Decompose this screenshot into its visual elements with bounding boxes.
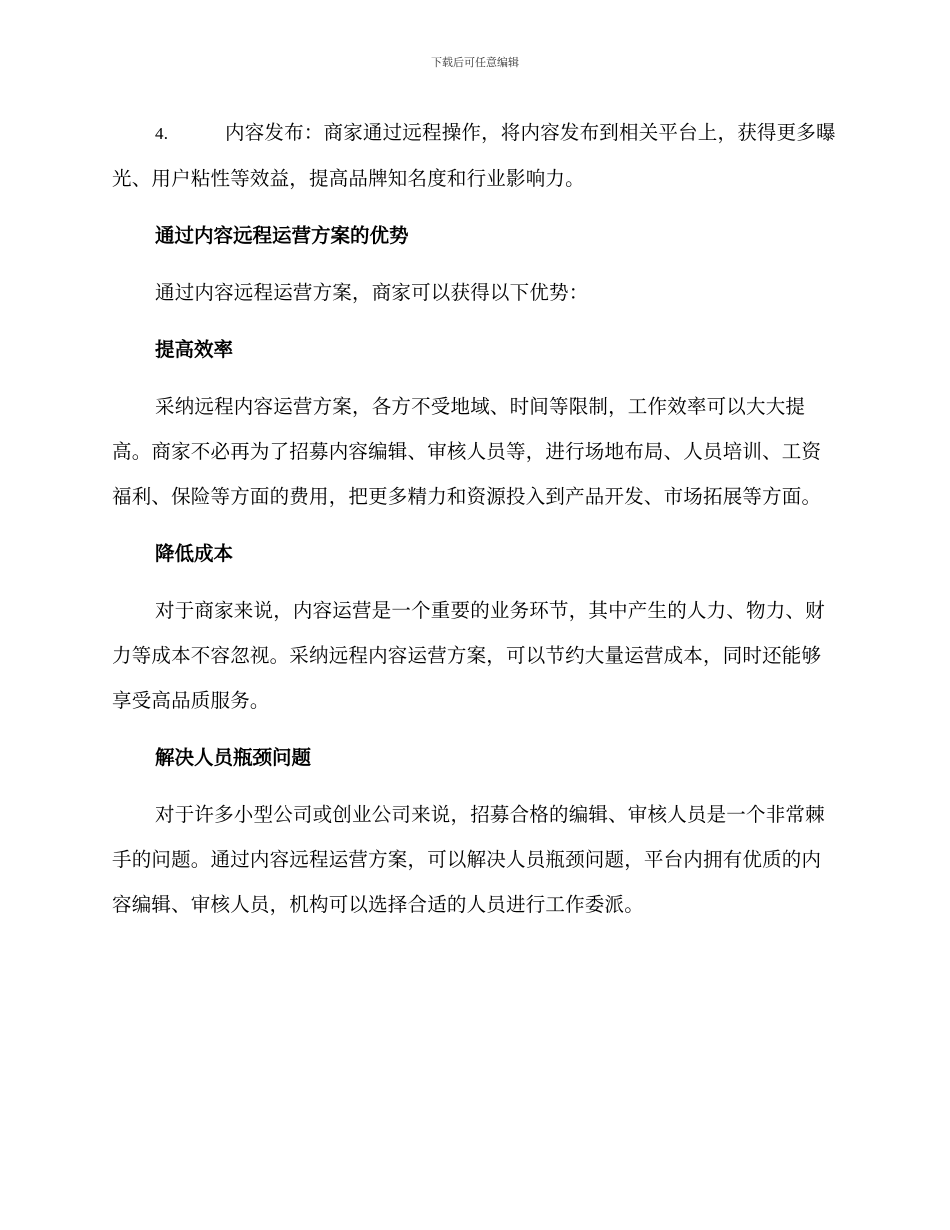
list-item-4 [112,110,836,201]
efficiency-paragraph: 采纳远程内容运营方案，各方不受地域、时间等限制，工作效率可以大大提高。商家不必再为了招募内容编辑、审核人员等，进行场地布局、人员培训、工资福利、保险等方面的费用，把更多精力和资源投入到产品开发、市场拓展等方面。 [112,395,822,508]
list-item-number: 4. [155,124,169,143]
document-body [112,110,836,939]
list-item-text: 内容发布：商家通过远程操作，将内容发布到相关平台上，获得更多曝光、用户粘性等效益，提高品牌知名度和行业影响力。 [112,121,836,190]
section-heading-cost: 降低成本 [155,542,234,565]
section-heading-advantages: 通过内容远程运营方案的优势 [155,224,409,247]
cost-paragraph: 对于商家来说，内容运营是一个重要的业务环节，其中产生的人力、物力、财力等成本不容忽视。采纳远程内容运营方案，可以节约大量运营成本，同时还能够享受高品质服务。 [112,599,825,712]
bottleneck-paragraph: 对于许多小型公司或创业公司来说，招募合格的编辑、审核人员是一个非常棘手的问题。通过内容远程运营方案，可以解决人员瓶颈问题，平台内拥有优质的内容编辑、审核人员，机构可以选择合适的人员进行工作委派。 [112,803,825,916]
page-header: 下载后可任意编辑 [431,56,519,69]
section-heading-efficiency: 提高效率 [155,338,234,361]
advantages-intro-paragraph: 通过内容远程运营方案，商家可以获得以下优势： [155,281,589,304]
section-heading-bottleneck: 解决人员瓶颈问题 [155,746,312,769]
